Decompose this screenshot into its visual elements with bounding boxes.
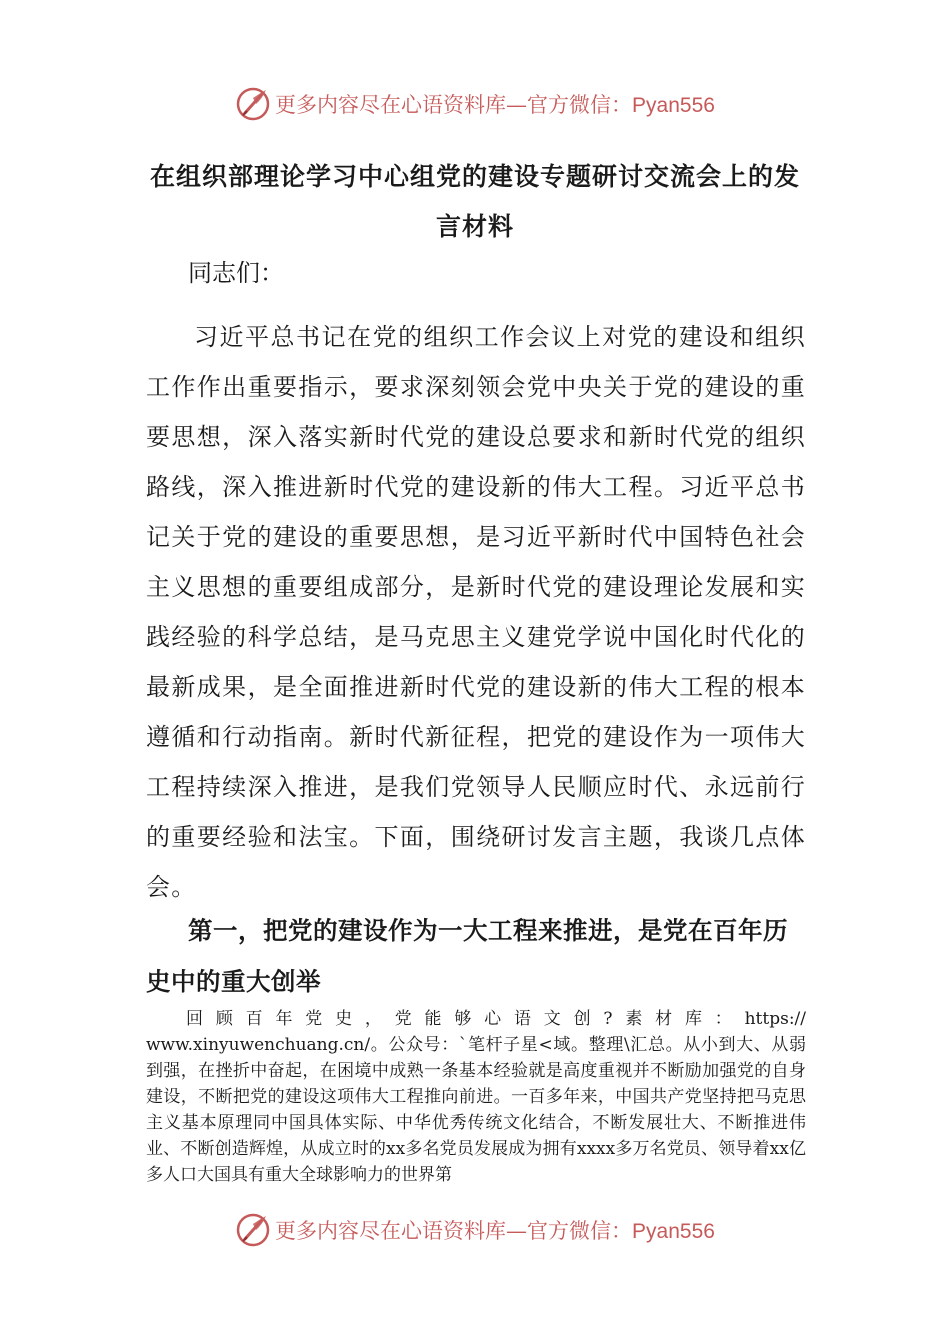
section-1-paragraph: 回顾百年党史，党能够心语文创?素材库：https:// www.xinyuwenchuang.cn/。公众号：`笔杆子星<域。整理\汇总。从小到大、从弱到强，在挫折中奋起，在困境中成熟一条基本经验就是高度重视并不断励加强党的自身建设，不断把党的建设这项伟大工程推向前进。一百多年来，中国共产党坚持把马克思主义基本原理同中国具体实际、中华优秀传统文化结合，不断发展壮大、不断推进伟业、不断创造辉煌，从成立时的xx多名党员发展成为拥有xxxx多万名党员、领导着xx亿多人口大国具有重大全球影响力的世界第 xyxy=(146,1009,806,1185)
banner-label: 更多内容尽在心语资料库—官方微信： xyxy=(275,93,633,117)
intro-paragraph: 习近平总书记在党的组织工作会议上对党的建设和组织工作作出重要指示，要求深刻领会党中央关于党的建设的重要思想，深入落实新时代党的建设总要求和新时代党的组织路线，深入推进新时代党的建设新的伟大工程。习近平总书记关于党的建设的重要思想，是习近平新时代中国特色社会主义思想的重要组成部分，是新时代党的建设理论发展和实践经验的科学总结，是马克思主义建党学说中国化时代化的最新成果，是全面推进新时代党的建设新的伟大工程的根本遵循和行动指南。新时代新征程，把党的建设作为一项伟大工程持续深入推进，是我们党领导人民顺应时代、永远前行的重要经验和法宝。下面，围绕研讨发言主题，我谈几点体会。 xyxy=(146,323,806,901)
salutation: 同志们： xyxy=(188,259,284,287)
quill-pen-logo-icon xyxy=(235,1212,271,1248)
header-watermark-banner xyxy=(0,82,950,126)
banner-wechat-handle: Pyan556 xyxy=(632,1220,715,1243)
banner-label: 更多内容尽在心语资料库—官方微信： xyxy=(275,1219,633,1243)
quill-pen-logo-icon xyxy=(235,86,271,122)
banner-text xyxy=(275,1215,715,1245)
banner-wechat-handle: Pyan556 xyxy=(632,94,715,117)
section-1-heading: 第一，把党的建设作为一大工程来推进，是党在百年历史中的重大创举 xyxy=(146,916,788,996)
document-title: 在组织部理论学习中心组党的建设专题研讨交流会上的发言材料 xyxy=(149,162,800,241)
footer-watermark-banner xyxy=(0,1208,950,1252)
banner-text xyxy=(275,89,715,119)
